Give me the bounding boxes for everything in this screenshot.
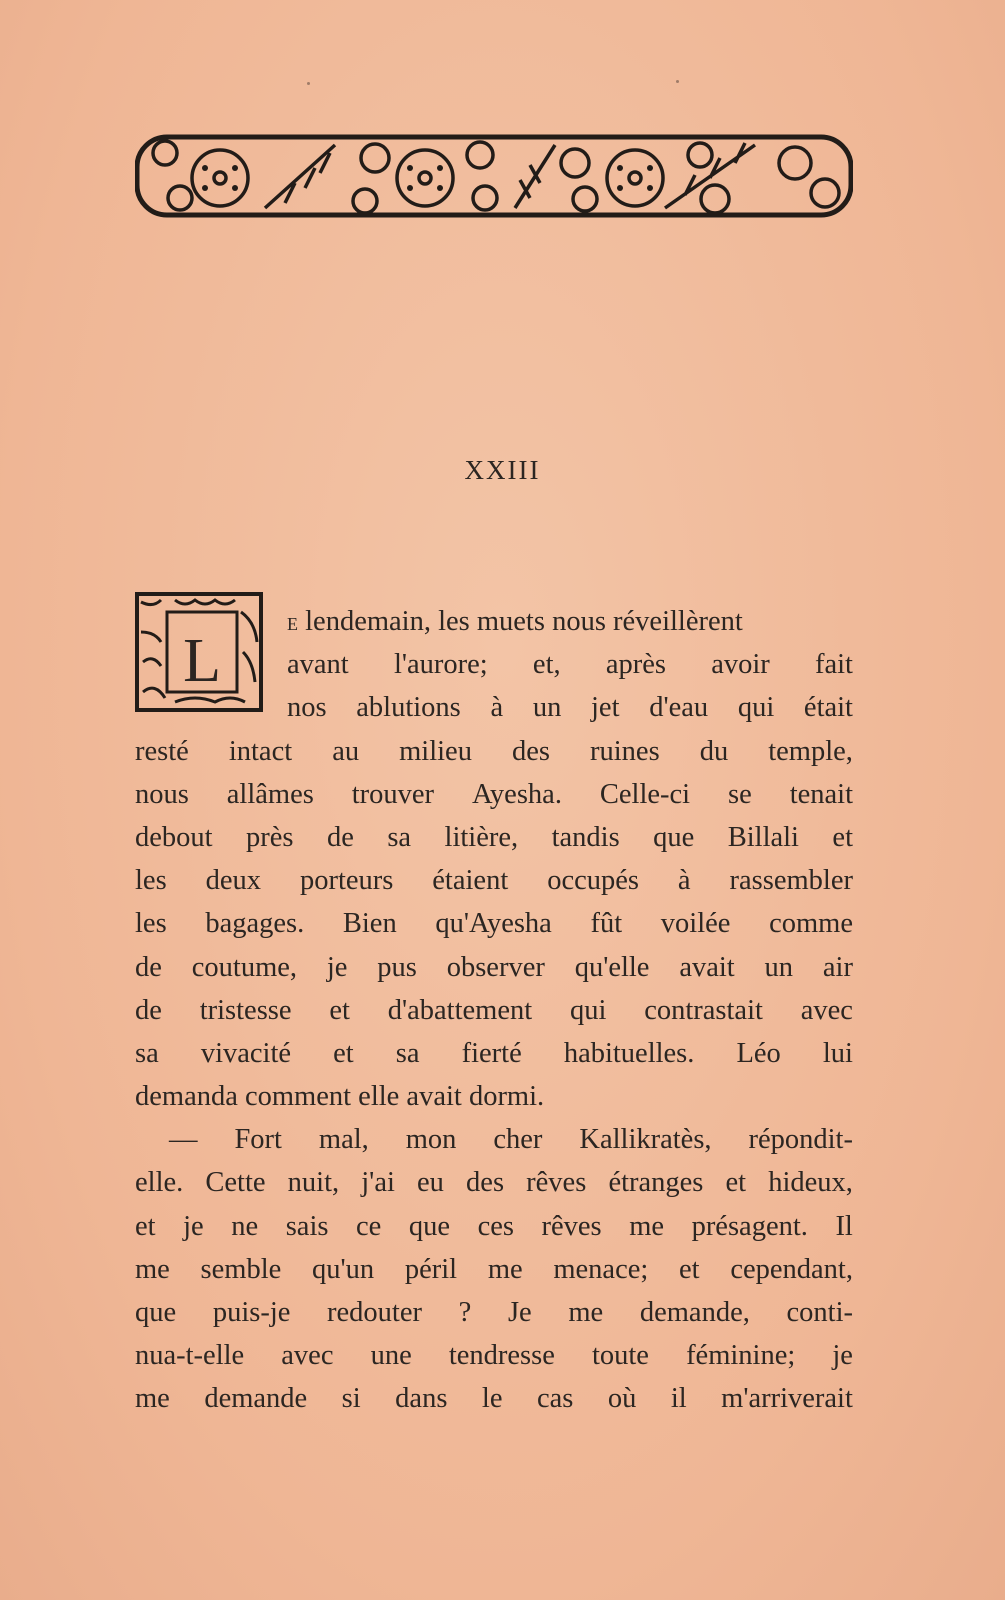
text-line: E lendemain, les muets nous réveillèrent (287, 606, 743, 637)
print-speck (676, 80, 679, 83)
text-line: — Fort mal, mon cher Kallikratès, répondit- (169, 1124, 853, 1156)
text-line: nua-t-elle avec une tendresse toute féminine; je (135, 1340, 853, 1372)
text-line: demanda comment elle avait dormi. (135, 1081, 545, 1113)
text-line: elle. Cette nuit, j'ai eu des rêves étranges et hideux, (135, 1167, 853, 1199)
text-line: que puis-je redouter ? Je me demande, conti- (135, 1297, 853, 1328)
text-line: nos ablutions à un jet d'eau qui était (287, 692, 853, 724)
text-line: nous allâmes trouver Ayesha. Celle-ci se tenait (135, 778, 853, 810)
print-speck (307, 82, 310, 85)
drop-cap-continuation: E (287, 614, 298, 634)
drop-cap-letter: L (183, 627, 221, 695)
floral-headpiece-icon (135, 133, 853, 219)
text-line: les bagages. Bien qu'Ayesha fût voilée comme (135, 908, 853, 940)
text-line: avant l'aurore; et, après avoir fait (287, 649, 853, 681)
text-line: de coutume, je pus observer qu'elle avait un air (135, 951, 853, 983)
text-line: et je ne sais ce que ces rêves me présagent. Il (135, 1210, 853, 1242)
text-line: les deux porteurs étaient occupés à rassembler (135, 865, 853, 897)
text-line: de tristesse et d'abattement qui contrastait avec (135, 994, 853, 1026)
text-line: debout près de sa litière, tandis que Billali et (135, 821, 853, 853)
body-text (135, 600, 853, 1421)
text-line: sa vivacité et sa fierté habituelles. Léo lui (135, 1037, 853, 1069)
text-line: resté intact au milieu des ruines du temple, (135, 735, 853, 767)
text-line: me semble qu'un péril me menace; et cependant, (135, 1253, 853, 1285)
text-line: me demande si dans le cas où il m'arriverait (135, 1383, 853, 1415)
chapter-number: XXIII (464, 455, 541, 485)
